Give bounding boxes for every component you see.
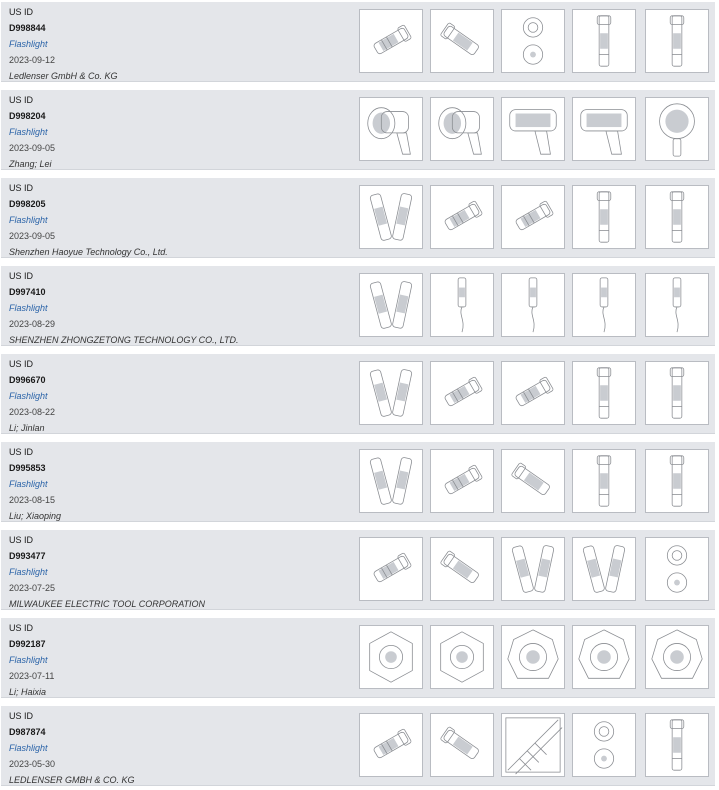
patent-meta	[9, 180, 349, 260]
flashlight-side-drawing	[573, 450, 635, 512]
patent-id[interactable]: D998204	[9, 111, 46, 121]
patent-row[interactable]	[1, 90, 715, 170]
drawing-thumbnail[interactable]	[430, 713, 494, 777]
patent-owner: Shenzhen Haoyue Technology Co., Ltd.	[9, 247, 168, 257]
drawing-thumbnail[interactable]	[572, 537, 636, 601]
drawing-thumbnail[interactable]	[359, 273, 423, 337]
patent-row[interactable]	[1, 354, 715, 434]
patent-title[interactable]: Flashlight	[9, 303, 48, 313]
drawing-thumbnail[interactable]	[430, 625, 494, 689]
flashlight-side-drawing	[573, 186, 635, 248]
drawing-thumbnail[interactable]	[359, 9, 423, 73]
patent-title[interactable]: Flashlight	[9, 567, 48, 577]
drawing-thumbnail[interactable]	[572, 361, 636, 425]
patent-title[interactable]: Flashlight	[9, 655, 48, 665]
id-type-label: US ID	[9, 535, 34, 545]
patent-id[interactable]: D998844	[9, 23, 46, 33]
drawing-thumbnail[interactable]	[430, 537, 494, 601]
drawing-thumbnail[interactable]	[430, 449, 494, 513]
patent-title[interactable]: Flashlight	[9, 391, 48, 401]
patent-owner: Li; Jinlan	[9, 423, 45, 433]
drawing-thumbnail[interactable]	[645, 537, 709, 601]
drawing-thumbnail[interactable]	[359, 185, 423, 249]
patent-date: 2023-07-11	[9, 671, 55, 681]
patent-date: 2023-09-05	[9, 143, 56, 153]
drawing-thumbnail[interactable]	[645, 449, 709, 513]
spotlight-perspective-drawing	[431, 98, 493, 160]
patent-row[interactable]	[1, 618, 715, 698]
drawing-thumbnail[interactable]	[572, 97, 636, 161]
patent-owner: SHENZHEN ZHONGZETONG TECHNOLOGY CO., LTD.	[9, 335, 239, 345]
patent-row[interactable]	[1, 706, 715, 786]
flashlight-pair-drawing	[360, 450, 422, 512]
patent-owner: Liu; Xiaoping	[9, 511, 62, 521]
flashlight-end-views-drawing	[646, 538, 708, 600]
drawing-thumbnail[interactable]	[501, 97, 565, 161]
id-type-label: US ID	[9, 447, 34, 457]
flashlight-side-drawing	[573, 10, 635, 72]
drawing-thumbnail[interactable]	[572, 625, 636, 689]
patent-id[interactable]: D998205	[9, 199, 46, 209]
patent-row[interactable]	[1, 530, 715, 610]
drawing-thumbnail[interactable]	[430, 9, 494, 73]
drawing-thumbnail[interactable]	[572, 713, 636, 777]
drawing-thumbnail[interactable]	[430, 361, 494, 425]
flashlight-pair-drawing	[573, 538, 635, 600]
drawing-thumbnail[interactable]	[501, 625, 565, 689]
patent-id[interactable]: D992187	[9, 639, 46, 649]
flashlight-pair-drawing	[502, 538, 564, 600]
drawing-thumbnail[interactable]	[501, 9, 565, 73]
drawing-thumbnail[interactable]	[645, 713, 709, 777]
patent-id[interactable]: D987874	[9, 727, 46, 737]
drawing-thumbnail[interactable]	[501, 361, 565, 425]
drawing-thumbnail[interactable]	[359, 449, 423, 513]
lantern-front-drawing	[502, 626, 564, 688]
flashlight-side-drawing	[646, 10, 708, 72]
patent-title[interactable]: Flashlight	[9, 215, 48, 225]
drawing-thumbnail[interactable]	[501, 449, 565, 513]
flashlight-lanyard-drawing	[502, 274, 564, 336]
id-type-label: US ID	[9, 7, 34, 17]
patent-meta	[9, 532, 349, 612]
drawing-thumbnail[interactable]	[501, 273, 565, 337]
lantern-perspective-drawing	[431, 626, 493, 688]
flashlight-side-drawing	[646, 450, 708, 512]
patent-id[interactable]: D995853	[9, 463, 46, 473]
flashlight-angled-right-drawing	[431, 10, 493, 72]
patent-date: 2023-08-15	[9, 495, 56, 505]
drawing-thumbnail[interactable]	[645, 9, 709, 73]
patent-owner: MILWAUKEE ELECTRIC TOOL CORPORATION	[9, 599, 206, 609]
drawing-thumbnail[interactable]	[430, 185, 494, 249]
flashlight-lanyard-drawing	[431, 274, 493, 336]
drawing-thumbnail[interactable]	[501, 537, 565, 601]
drawing-thumbnail[interactable]	[645, 361, 709, 425]
lantern-perspective-drawing	[360, 626, 422, 688]
flashlight-angled-left-drawing	[502, 362, 564, 424]
patent-id[interactable]: D993477	[9, 551, 46, 561]
spotlight-side-drawing	[573, 98, 635, 160]
drawing-thumbnail[interactable]	[359, 625, 423, 689]
patent-owner: Ledlenser GmbH & Co. KG	[9, 71, 118, 81]
spotlight-front-drawing	[646, 98, 708, 160]
patent-title[interactable]: Flashlight	[9, 479, 48, 489]
patent-meta	[9, 620, 349, 700]
drawing-thumbnail[interactable]	[359, 361, 423, 425]
spotlight-perspective-drawing	[360, 98, 422, 160]
flashlight-angled-left-drawing	[431, 186, 493, 248]
patent-owner: Li; Haixia	[9, 687, 47, 697]
patent-row[interactable]	[1, 266, 715, 346]
flashlight-angled-right-drawing	[502, 450, 564, 512]
flashlight-lanyard-drawing	[573, 274, 635, 336]
drawing-thumbnail[interactable]	[430, 273, 494, 337]
patent-row[interactable]	[1, 442, 715, 522]
flashlight-angled-left-drawing	[360, 538, 422, 600]
patent-meta	[9, 4, 349, 84]
flashlight-side-drawing	[646, 362, 708, 424]
lantern-front-drawing	[573, 626, 635, 688]
flashlight-end-views-drawing	[502, 10, 564, 72]
flashlight-pair-drawing	[360, 186, 422, 248]
drawing-thumbnail[interactable]	[645, 185, 709, 249]
drawing-thumbnail[interactable]	[572, 449, 636, 513]
flashlight-detail-drawing	[502, 714, 564, 776]
patent-meta	[9, 708, 349, 788]
flashlight-side-drawing	[573, 362, 635, 424]
flashlight-pair-drawing	[360, 274, 422, 336]
id-type-label: US ID	[9, 623, 34, 633]
drawing-thumbnail[interactable]	[359, 537, 423, 601]
patent-meta	[9, 356, 349, 436]
flashlight-angled-right-drawing	[431, 714, 493, 776]
id-type-label: US ID	[9, 711, 34, 721]
drawing-thumbnail[interactable]	[359, 97, 423, 161]
flashlight-end-views-drawing	[573, 714, 635, 776]
patent-owner: Zhang; Lei	[9, 159, 52, 169]
flashlight-angled-left-drawing	[360, 714, 422, 776]
patent-date: 2023-08-22	[9, 407, 56, 417]
drawing-thumbnail[interactable]	[501, 185, 565, 249]
patent-date: 2023-08-29	[9, 319, 56, 329]
patent-meta	[9, 444, 349, 524]
flashlight-angled-left-drawing	[431, 362, 493, 424]
drawing-thumbnail[interactable]	[430, 97, 494, 161]
patent-row[interactable]	[1, 178, 715, 258]
flashlight-lanyard-drawing	[646, 274, 708, 336]
patent-title[interactable]: Flashlight	[9, 743, 48, 753]
spotlight-side-drawing	[502, 98, 564, 160]
flashlight-angled-left-drawing	[502, 186, 564, 248]
patent-id[interactable]: D997410	[9, 287, 46, 297]
flashlight-angled-right-drawing	[431, 538, 493, 600]
drawing-thumbnail[interactable]	[645, 97, 709, 161]
lantern-front-drawing	[646, 626, 708, 688]
patent-date: 2023-07-25	[9, 583, 56, 593]
flashlight-side-drawing	[646, 186, 708, 248]
drawing-thumbnail[interactable]	[645, 625, 709, 689]
patent-title[interactable]: Flashlight	[9, 127, 48, 137]
patent-date: 2023-05-30	[9, 759, 56, 769]
flashlight-angled-left-drawing	[431, 450, 493, 512]
id-type-label: US ID	[9, 271, 34, 281]
patent-title[interactable]: Flashlight	[9, 39, 48, 49]
patent-owner: LEDLENSER GMBH & CO. KG	[9, 775, 135, 785]
drawing-thumbnail[interactable]	[572, 185, 636, 249]
drawing-thumbnail[interactable]	[359, 713, 423, 777]
flashlight-angled-left-drawing	[360, 10, 422, 72]
patent-row[interactable]	[1, 2, 715, 82]
patent-meta	[9, 92, 349, 172]
flashlight-pair-drawing	[360, 362, 422, 424]
patent-date: 2023-09-12	[9, 55, 56, 65]
id-type-label: US ID	[9, 359, 34, 369]
patent-id[interactable]: D996670	[9, 375, 46, 385]
id-type-label: US ID	[9, 183, 34, 193]
drawing-thumbnail[interactable]	[572, 9, 636, 73]
drawing-thumbnail[interactable]	[572, 273, 636, 337]
flashlight-side-drawing	[646, 714, 708, 776]
id-type-label: US ID	[9, 95, 34, 105]
patent-meta	[9, 268, 349, 348]
drawing-thumbnail[interactable]	[645, 273, 709, 337]
patent-date: 2023-09-05	[9, 231, 56, 241]
drawing-thumbnail[interactable]	[501, 713, 565, 777]
